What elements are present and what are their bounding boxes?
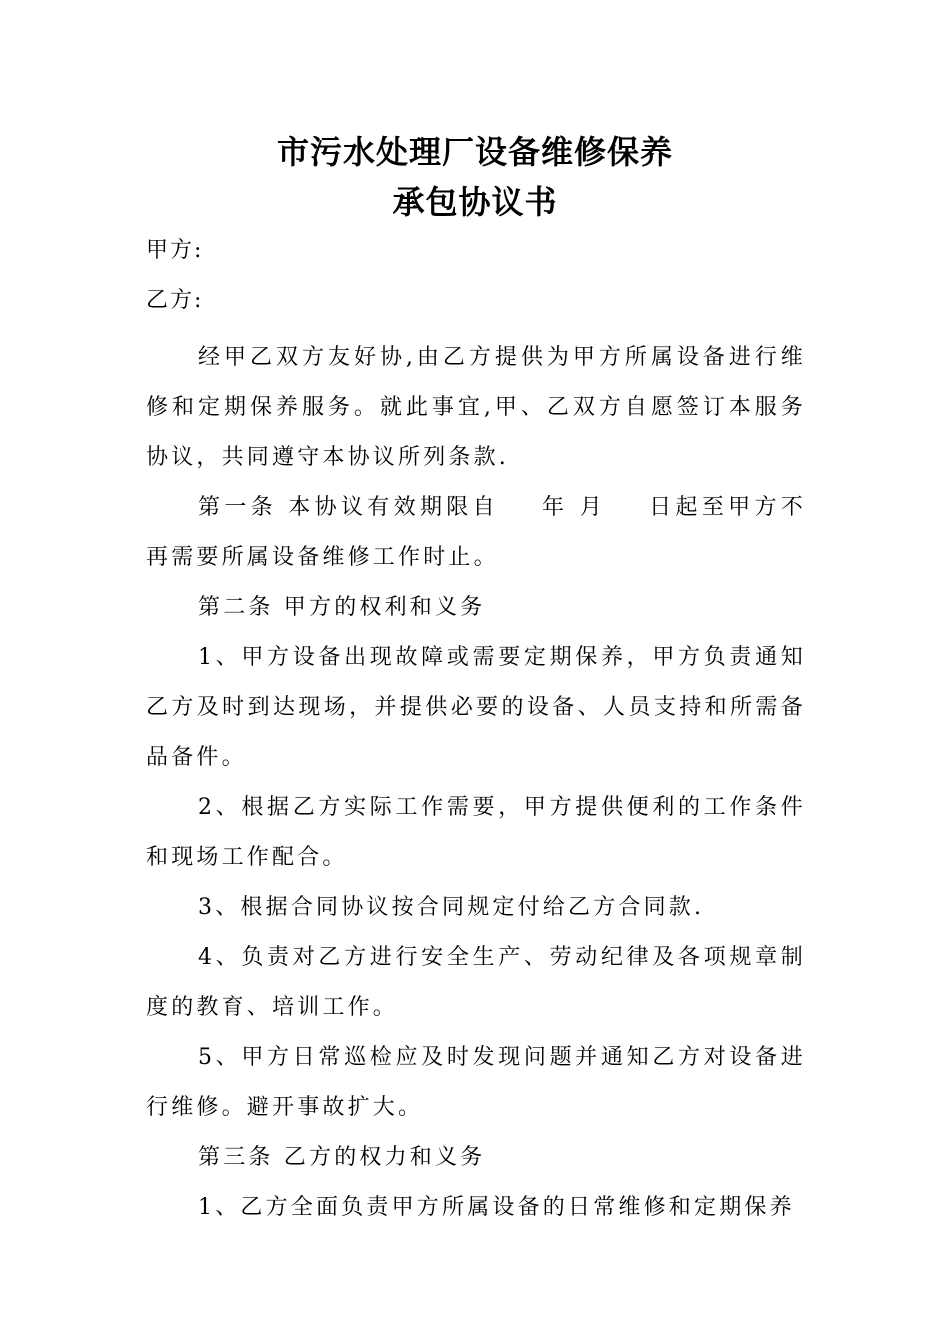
article1-part1: 第一条 本协议有效期限自 bbox=[198, 495, 499, 520]
party-b-label: 乙方: bbox=[146, 288, 204, 313]
document-title-line2: 承包协议书 bbox=[392, 183, 558, 221]
intro-paragraph: 经甲乙双方友好协,由乙方提供为甲方所属设备进行维修和定期保养服务。就此事宜,甲、乙双方自愿签订本服务协议，共同遵守本协议所列条款. bbox=[146, 345, 806, 470]
article1-paragraph bbox=[146, 483, 806, 583]
article3-heading: 第三条 乙方的权力和义务 bbox=[198, 1145, 486, 1170]
document-body bbox=[146, 333, 806, 1233]
article3-item-1: 1、乙方全面负责甲方所属设备的日常维修和定期保养 bbox=[198, 1195, 795, 1220]
article2-item-1: 1、甲方设备出现故障或需要定期保养，甲方负责通知乙方及时到达现场，并提供必要的设备、人员支持和所需备品备件。 bbox=[146, 645, 806, 770]
article2-item-4: 4、负责对乙方进行安全生产、劳动纪律及各项规章制度的教育、培训工作。 bbox=[146, 945, 806, 1020]
party-a-label: 甲方: bbox=[146, 238, 204, 263]
article2-item-3: 3、根据合同协议按合同规定付给乙方合同款. bbox=[198, 895, 705, 920]
article2-item-2: 2、根据乙方实际工作需要，甲方提供便利的工作条件和现场工作配合。 bbox=[146, 795, 806, 870]
article1-part2: 年 月 bbox=[540, 495, 607, 520]
document-title-line1: 市污水处理厂设备维修保养 bbox=[276, 133, 673, 171]
article2-item-5: 5、甲方日常巡检应及时发现问题并通知乙方对设备进行维修。避开事故扩大。 bbox=[146, 1045, 806, 1120]
article1-part3: 日起至甲方不再需要所属设备维修工作时止。 bbox=[146, 495, 806, 570]
article2-heading: 第二条 甲方的权利和义务 bbox=[198, 595, 486, 620]
